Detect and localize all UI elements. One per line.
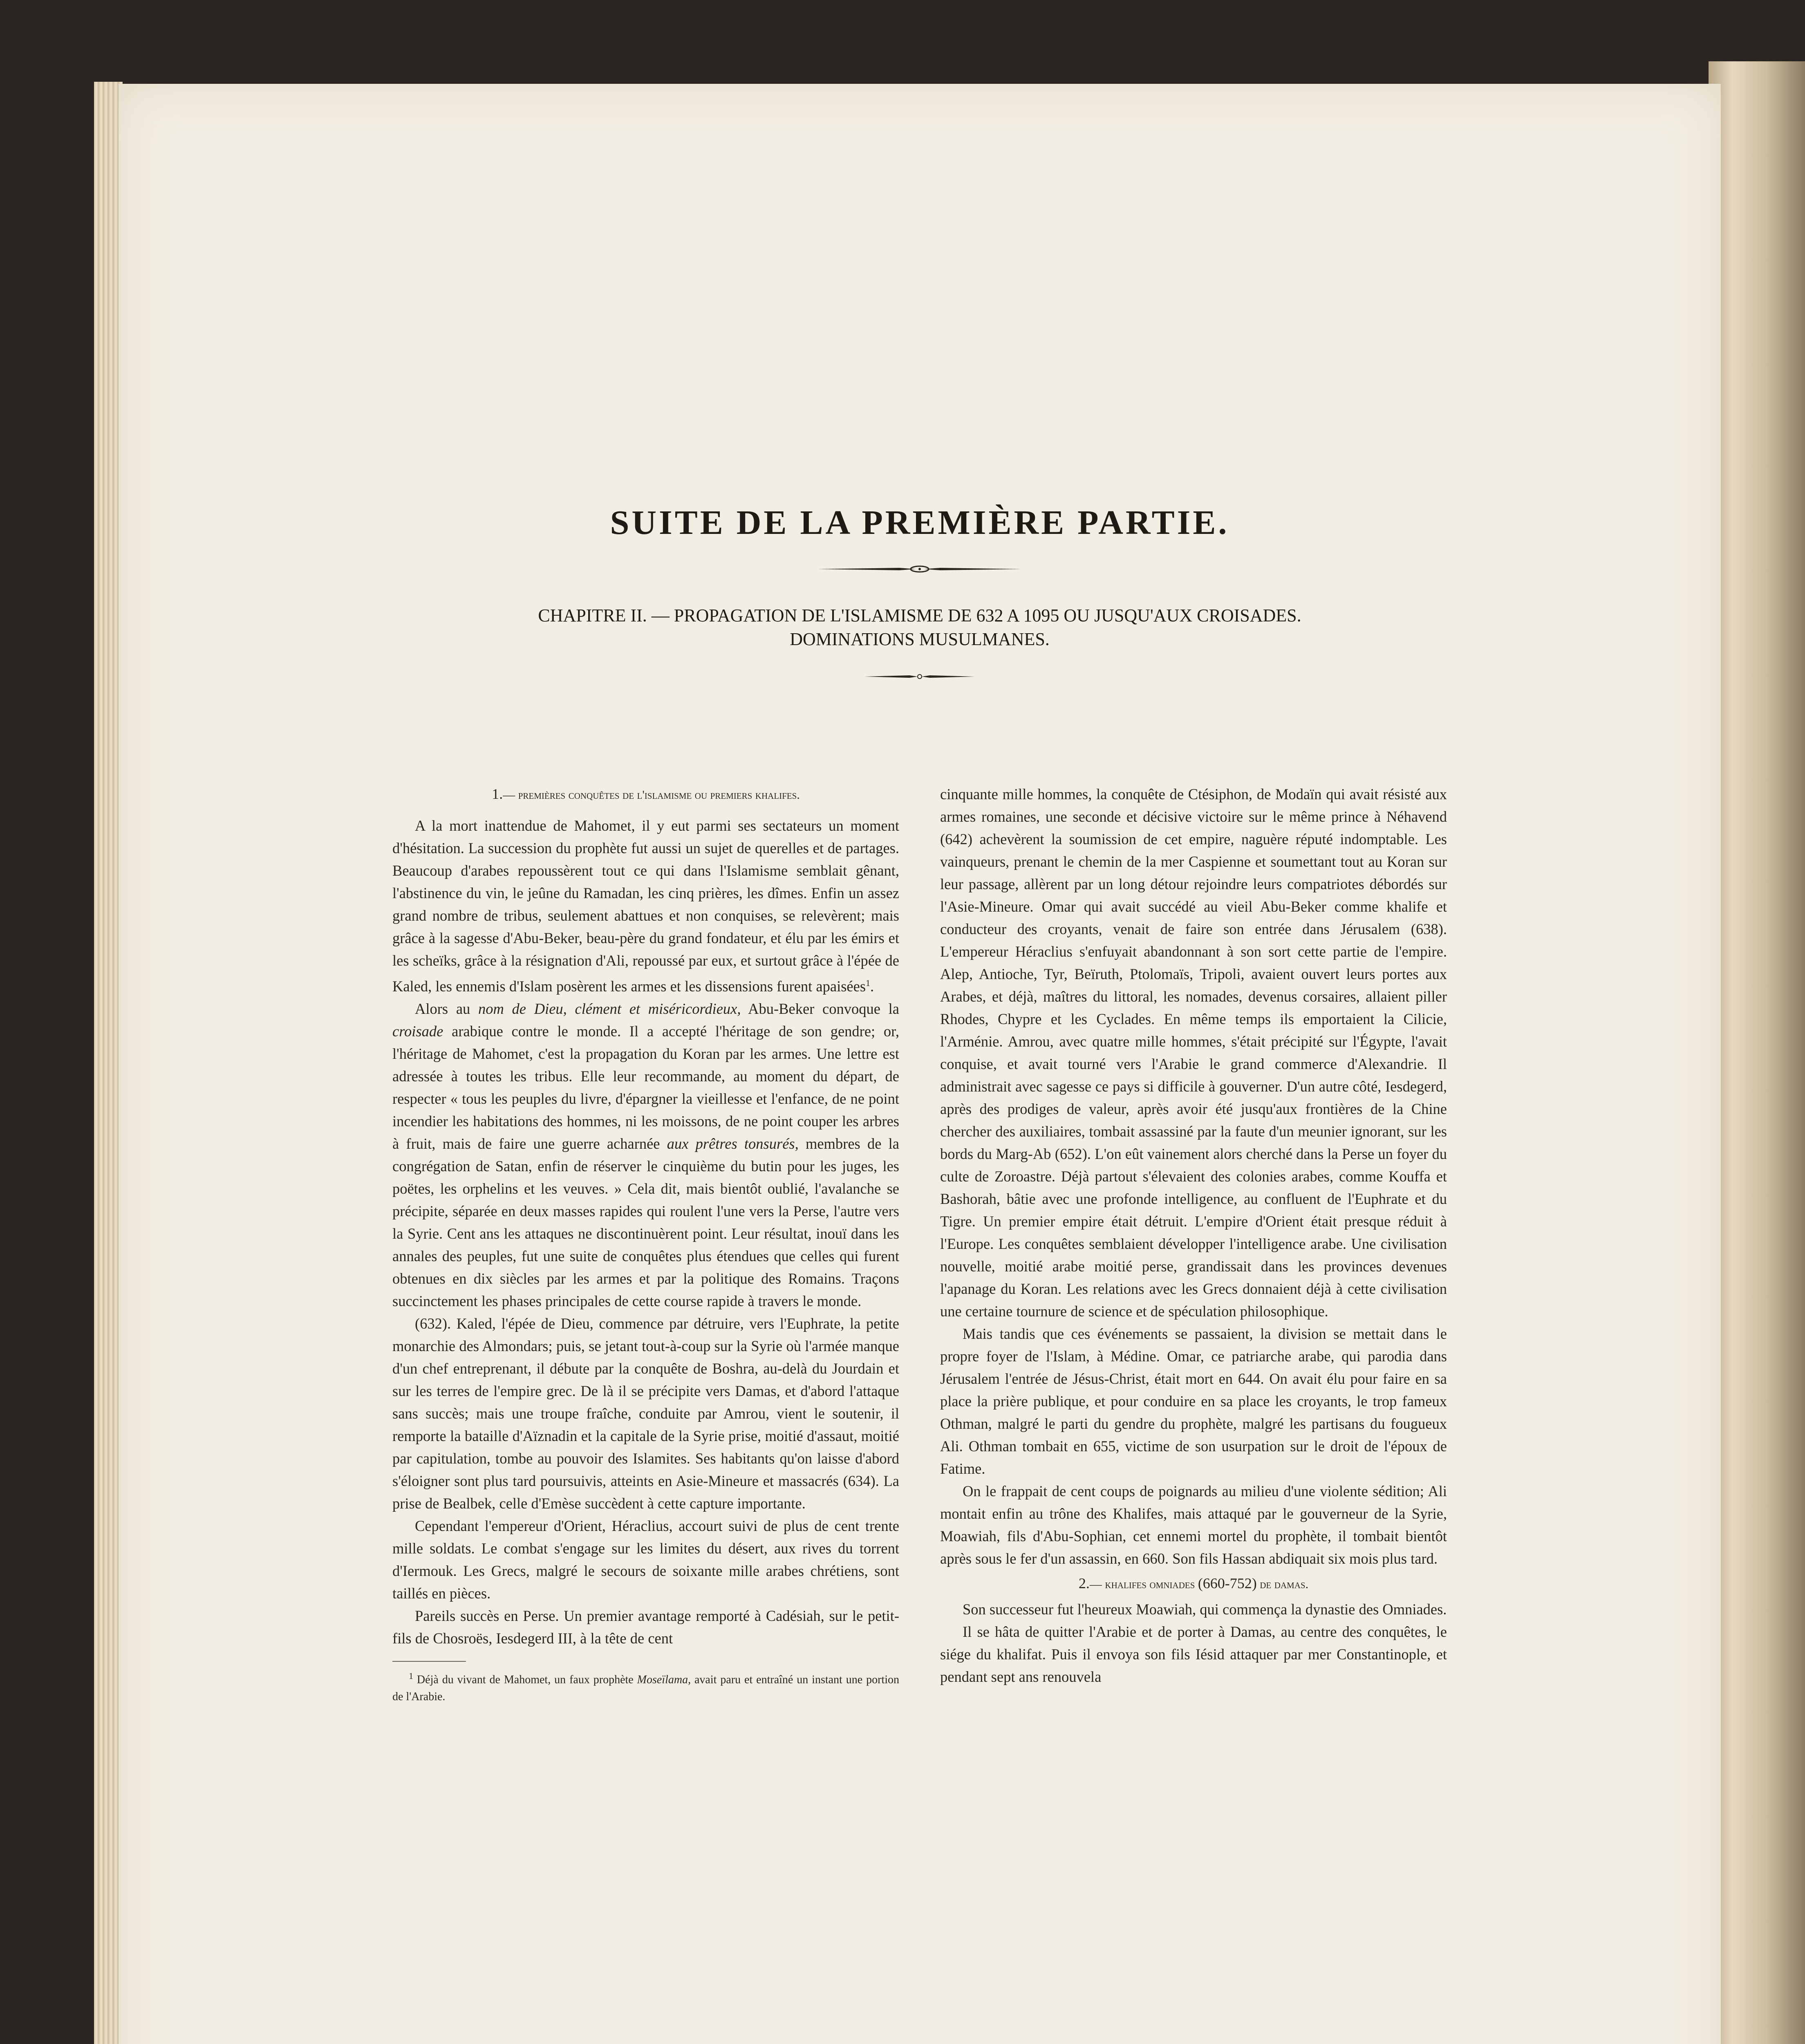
chapter-heading	[392, 604, 1447, 651]
left-column	[392, 783, 899, 1706]
paragraph: Son successeur fut l'heureux Moawiah, qui commença la dynastie des Omniades.	[963, 1601, 1447, 1618]
page-stack-right	[1709, 61, 1805, 2044]
section-title: — premières conquêtes de l'islamisme ou premiers khalifes.	[503, 788, 800, 802]
page-title: SUITE DE LA PREMIÈRE PARTIE.	[610, 504, 1229, 542]
paragraph: (632). Kaled, l'épée de Dieu, commence par détruire, vers l'Euphrate, la petite monarchie des Almondars; puis, se jetant tout-à-coup sur la Syrie où l'armée manque d'un chef entreprenant, il débute par la conquête de Boshra, au-delà du Jourdain et sur les terres de l'empire grec. De là il se précipite vers Damas, et d'abord l'attaque sans succès; mais une troupe fraîche, conduite par Amrou, vient le soutenir, il remporte la bataille d'Aïznadin et la capitale de la Syrie prise, moitié d'assaut, moitié par capitulation, tombe au pouvoir des Islamites. Ses habitants qu'on laisse d'abord s'éloigner sont plus tard poursuivis, atteints en Asie-Mineure et massacrés (634). La prise de Bealbek, celle d'Emèse succèdent à cette capture importante.	[392, 1315, 899, 1512]
section-years: (660-752)	[1198, 1575, 1257, 1591]
paragraph: Alors au nom de Dieu, clément et miséricordieux, Abu-Beker convoque la croisade arabique contre le monde. Il a accepté l'héritage de son gendre; or, l'héritage de Mahomet, c'est la propagation du Koran par les armes. Une lettre est adressée à toutes les tribus. Elle leur recommande, au moment du départ, de respecter « tous les peuples du livre, d'épargner la vieillesse et l'enfance, de ne point incendier les habitations des hommes, ni les moissons, de ne point couper les arbres à fruit, mais de faire une guerre acharnée aux prêtres tonsurés, membres de la congrégation de Satan, enfin de réserver le cinquième du butin pour les juges, les poëtes, les orphelins et les veuves. » Cela dit, mais bientôt oublié, l'avalanche se précipite, séparée en deux masses rapides qui roulent l'une vers la Perse, l'autre vers la Syrie. Cent ans les attaques ne discontinuèrent point. Leur résultat, inouï dans les annales des peuples, fut une suite de conquêtes plus étendues que celles qui furent obtenues en dix siècles par les armes et par la politique des Romains. Traçons succinctement les phases principales de cette course rapide à travers le monde.	[392, 1000, 899, 1310]
footnote: $^1$ Déjà du vivant de Mahomet, un faux prophète Moseïlama, avait paru et entraîné un instant une portion de l'Arabie.	[392, 1671, 900, 1703]
section-number: 2.	[1078, 1575, 1090, 1591]
paragraph: cinquante mille hommes, la conquête de Ctésiphon, de Modaïn qui avait résisté aux armes romaines, une seconde et décisive victoire sur le même prince à Néhavend (642) achevèrent la soumission de cet empire, naguère réputé indomptable. Les vainqueurs, prenant le chemin de la mer Caspienne et soumettant tout au Koran sur leur passage, allèrent par un long détour rejoindre leurs compatriotes débordés sur l'Asie-Mineure. Omar qui avait succédé au vieil Abu-Beker comme khalife et conducteur des croyants, venait de faire son entrée dans Jérusalem (638). L'empereur Héraclius s'enfuyait abandonnant à son sort cette partie de l'empire. Alep, Antioche, Tyr, Beïruth, Ptolomaïs, Tripoli, avaient ouvert leurs portes aux Arabes, et déjà, maîtres du littoral, les nomades, devenus corsaires, allaient piller Rhodes, Chypre et les Cyclades. En même temps ils emportaient la Cilicie, l'Arménie. Amrou, avec quatre mille hommes, s'était précipité sur l'Égypte, l'avait conquise, et avait tourné vers l'Arabie le grand commerce d'Alexandrie. Il administrait avec sagesse ce pays si difficile à gouverner. D'un autre côté, Iesdegerd, après des prodiges de valeur, après avoir été jusqu'aux frontières de la Chine chercher des auxiliaires, tombait assassiné par la faute d'un meunier ignorant, sur les bords du Marg-Ab (652). L'on eût vainement alors cherché dans la Perse un foyer du culte de Zoroastre. Déjà partout s'élevaient des colonies arabes, comme Kouffa et Bashorah, bâtie avec une profonde intelligence, au confluent de l'Euphrate et du Tigre. Un premier empire était détruit. L'empire d'Orient était presque réduit à l'Europe. Les conquêtes semblaient développer l'intelligence arabe. Une civilisation nouvelle, moitié arabe moitié perse, grandissait dans les provinces devenues l'apanage du Koran. Les relations avec les Grecs donnaient déjà à cette civilisation une certaine tournure de science et de spéculation philosophique.	[940, 786, 1447, 1320]
title-ornament	[817, 563, 1022, 575]
footnote-rule	[392, 1661, 466, 1662]
chapter-heading-line1: CHAPITRE II. — PROPAGATION DE L'ISLAMISME DE 632 A 1095 OU JUSQU'AUX CROISADES.	[538, 605, 1301, 625]
text-columns	[392, 783, 1447, 1706]
section-number: 1.	[492, 786, 503, 802]
chapter-heading-line2: DOMINATIONS MUSULMANES.	[790, 629, 1050, 649]
section-title: — khalifes omniades	[1089, 1578, 1198, 1591]
paragraph: A la mort inattendue de Mahomet, il y eut parmi ses sectateurs un moment d'hésitation. La succession du prophète fut aussi un sujet de querelles et de partages. Beaucoup d'arabes repoussèrent tout ce qui dans l'Islamisme semblait gênant, l'abstinence du vin, le jeûne du Ramadan, les cinq prières, les dîmes. Enfin un assez grand nombre de tribus, seulement abattues et non conquises, se relevèrent; mais grâce à la sagesse d'Abu-Beker, beau-père du grand fondateur, et élu par les émirs et les scheïks, grâce à la résignation d'Ali, repoussé par eux, et surtout grâce à l'épée de Kaled, les ennemis d'Islam posèrent les armes et les dissensions furent apaisées$^1$.	[392, 817, 899, 995]
footnote-ref: 1	[866, 978, 871, 988]
section-heading-2	[940, 1572, 1447, 1596]
section-title-end: de damas.	[1256, 1578, 1309, 1591]
page-content	[392, 503, 1447, 1703]
paragraph: Pareils succès en Perse. Un premier avantage remporté à Cadésiah, sur le petit-fils de Chosroës, Iesdegerd III, à la tête de cent	[392, 1607, 899, 1647]
right-column	[940, 783, 1447, 1706]
paragraph: Cependant l'empereur d'Orient, Héraclius, accourt suivi de plus de cent trente mille soldats. Le combat s'engage sur les limites du désert, aux rives du torrent d'Iermouk. Les Grecs, malgré le secours de soixante mille arabes chrétiens, sont taillés en pièces.	[392, 1517, 899, 1602]
section-heading-1	[392, 783, 899, 806]
paragraph: On le frappait de cent coups de poignards au milieu d'une violente sédition; Ali montait enfin au trône des Khalifes, mais attaqué par le gouverneur de la Syrie, Moawiah, fils d'Abu-Sophian, cet ennemi mortel du prophète, il tombait bientôt après sous le fer d'un assassin, en 660. Son fils Hassan abdiquait six mois plus tard.	[940, 1483, 1447, 1567]
chapter-ornament	[864, 672, 975, 681]
paragraph: Mais tandis que ces événements se passaient, la division se mettait dans le propre foyer de l'Islam, à Médine. Omar, ce patriarche arabe, qui parodia dans Jérusalem l'entrée de Jésus-Christ, était mort en 644. On avait élu pour faire en sa place la prière publique, et pour conduire en sa place les croyants, le trop fameux Othman, malgré le parti du gendre du prophète, malgré les partisans du fougueux Ali. Othman tombait en 655, victime de son usurpation sur le droit de l'époux de Fatime.	[940, 1325, 1447, 1477]
paragraph: Il se hâta de quitter l'Arabie et de porter à Damas, au centre des conquêtes, le siége du khalifat. Puis il envoya son fils Iésid attaquer par mer Constantinople, et pendant sept ans renouvela	[940, 1623, 1447, 1685]
